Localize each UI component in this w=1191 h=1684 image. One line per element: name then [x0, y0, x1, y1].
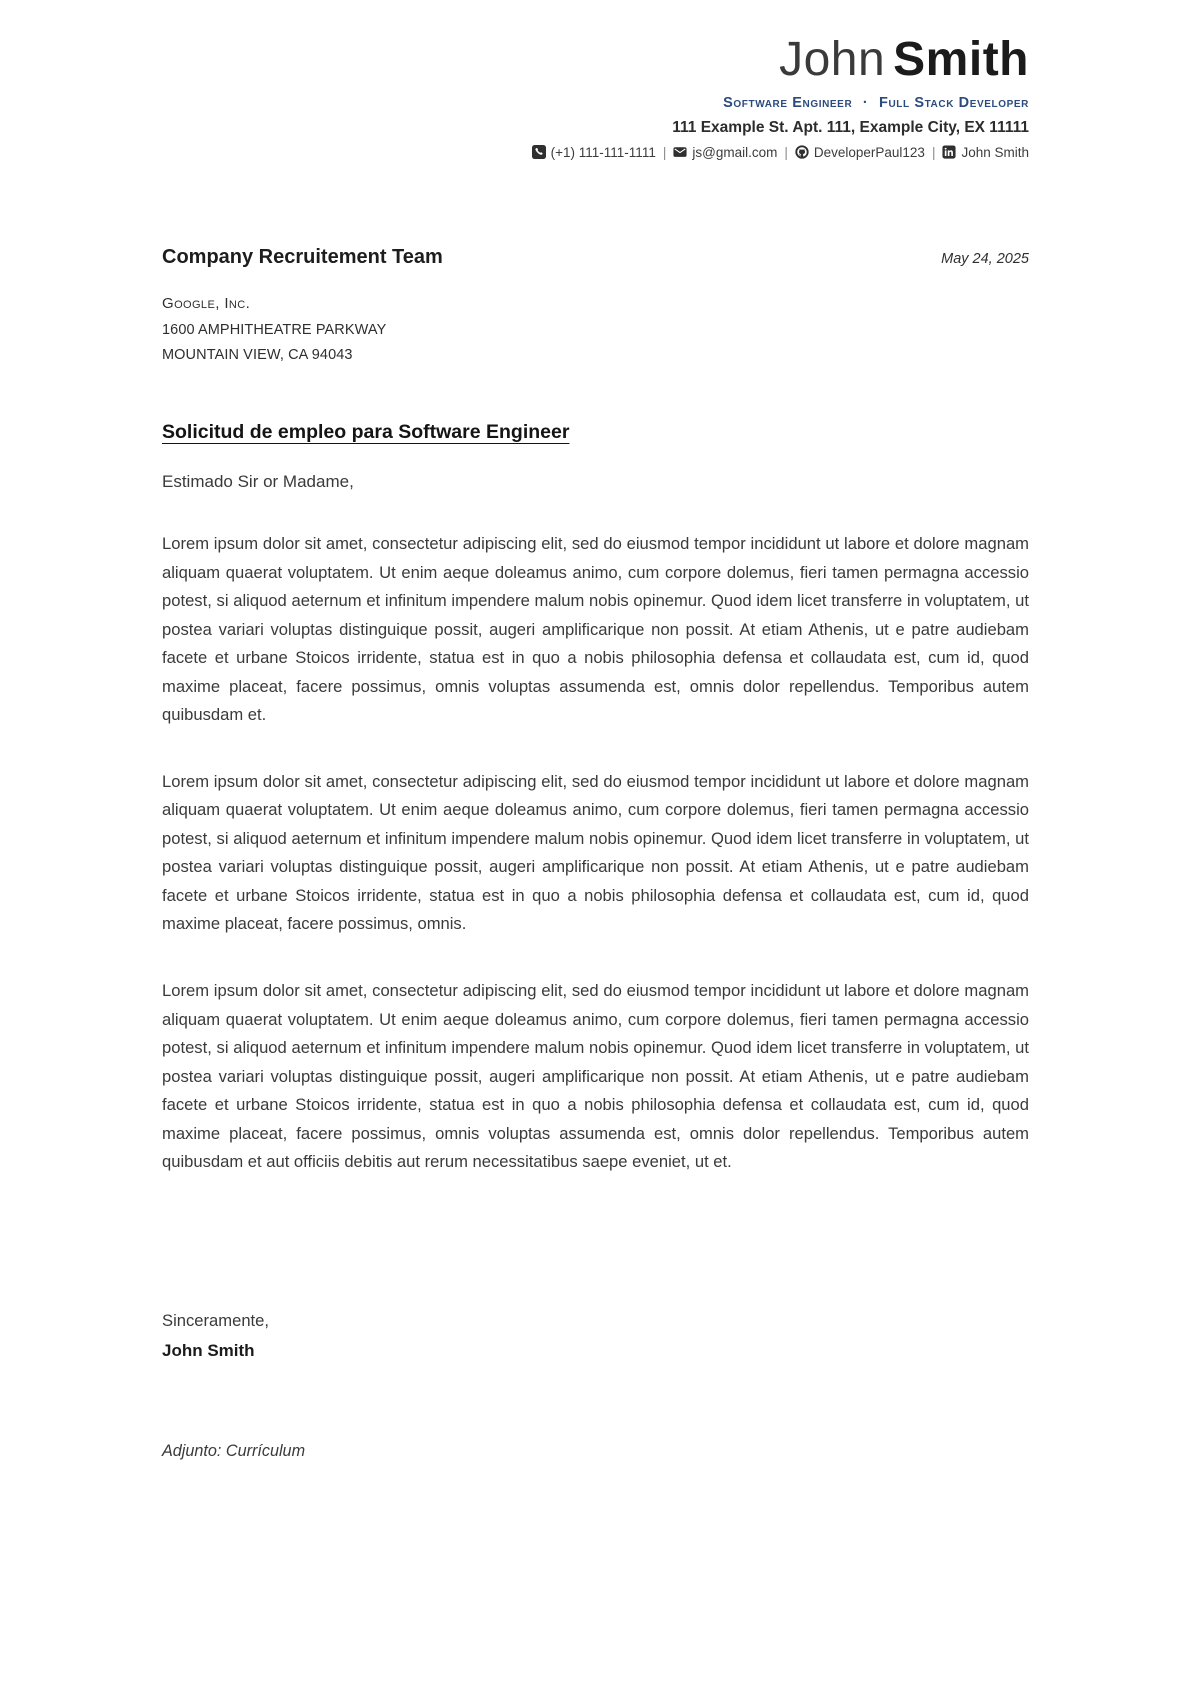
- contact-email[interactable]: [673, 145, 777, 160]
- recipient-address: [162, 291, 1029, 369]
- github-label: DeveloperPaul123: [813, 144, 925, 160]
- signature-name: John Smith: [162, 1340, 255, 1360]
- closing-text: Sinceramente,: [162, 1310, 269, 1330]
- last-name: Smith: [893, 33, 1029, 86]
- title-secondary: Full Stack Developer: [879, 94, 1029, 111]
- linkedin-icon: [942, 145, 956, 159]
- title-primary: Software Engineer: [723, 94, 853, 111]
- contact-github[interactable]: [795, 145, 925, 160]
- recipient-name: Company Recruitement Team: [162, 245, 443, 268]
- contact-separator-3: |: [931, 144, 936, 160]
- contact-separator-1: |: [662, 144, 667, 160]
- phone-label: (+1) 111-111-1111: [550, 144, 656, 160]
- recipient-row: [162, 246, 1029, 269]
- recipient-street: 1600 AMPHITHEATRE PARKWAY: [162, 321, 387, 338]
- recipient-company: Google, Inc.: [162, 294, 251, 312]
- letter-paragraph-1: Lorem ipsum dolor sit amet, consectetur adipiscing elit, sed do eiusmod tempor incididunt ut labore et dolore magnam aliquam quaerat voluptatem. Ut enim aeque doleamus animo, cum corpore dolemus, fieri tamen permagna accessio potest, si aliquod aeternum et infinitum impendere malum nobis opinemur. Quod idem licet transferre in voluptatem, ut postea variari voluptas distinguique possit, augeri amplificarique non possit. At etiam Athenis, ut e patre audiebam facete et urbane Stoicos irridente, statua est in quo a nobis philosophia defensa et collaudata est, cum id, quod maxime placeat, facere possimus, omnis voluptas assumenda est, omnis dolor repellendus. Temporibus autem quibusdam et.: [162, 534, 1029, 725]
- first-name: John: [779, 33, 886, 86]
- email-icon: [673, 145, 687, 159]
- letter-body: [0, 246, 1191, 1461]
- professional-title: [0, 95, 1029, 111]
- letter-paragraph-3: Lorem ipsum dolor sit amet, consectetur adipiscing elit, sed do eiusmod tempor incididunt ut labore et dolore magnam aliquam quaerat voluptatem. Ut enim aeque doleamus animo, cum corpore dolemus, fieri tamen permagna accessio potest, si aliquod aeternum et infinitum impendere malum nobis opinemur. Quod idem licet transferre in voluptatem, ut postea variari voluptas distinguique possit, augeri amplificarique non possit. At etiam Athenis, ut e patre audiebam facete et urbane Stoicos irridente, statua est in quo a nobis philosophia defensa et collaudata est, cum id, quod maxime placeat, facere possimus, omnis voluptas assumenda est, omnis dolor repellendus. Temporibus autem quibusdam et aut officiis debitis aut rerum necessitatibus saepe eveniet, ut et.: [162, 981, 1029, 1172]
- contact-separator-2: |: [784, 144, 788, 160]
- title-separator: ·: [862, 94, 869, 111]
- linkedin-label: John Smith: [961, 144, 1029, 160]
- letter-salutation: Estimado Sir or Madame,: [162, 472, 354, 492]
- letter-date: May 24, 2025: [941, 250, 1029, 267]
- contact-row: [0, 145, 1029, 160]
- github-icon: [795, 145, 809, 159]
- candidate-name: [0, 34, 1029, 86]
- letter-paragraph-2: Lorem ipsum dolor sit amet, consectetur adipiscing elit, sed do eiusmod tempor incididunt ut labore et dolore magnam aliquam quaerat voluptatem. Ut enim aeque doleamus animo, cum corpore dolemus, fieri tamen permagna accessio potest, si aliquod aeternum et infinitum impendere malum nobis opinemur. Quod idem licet transferre in voluptatem, ut postea variari voluptas distinguique possit, augeri amplificarique non possit. At etiam Athenis, ut e patre audiebam facete et urbane Stoicos irridente, statua est in quo a nobis philosophia defensa et collaudata est, cum id, quod maxime placeat, facere possimus, omnis.: [162, 771, 1029, 934]
- postal-address: 111 Example St. Apt. 111, Example City, EX 11111: [672, 118, 1029, 136]
- email-label: js@gmail.com: [692, 144, 778, 160]
- letter-header: [0, 0, 1191, 160]
- contact-linkedin[interactable]: [942, 145, 1029, 160]
- letter-closing: [162, 1307, 1029, 1366]
- phone-icon: [532, 145, 546, 159]
- letter-enclosure: Adjunto: Currículum: [162, 1441, 306, 1460]
- recipient-city: MOUNTAIN VIEW, CA 94043: [162, 347, 353, 364]
- letter-subject: Solicitud de empleo para Software Engineer: [162, 421, 570, 444]
- contact-phone[interactable]: [532, 145, 656, 160]
